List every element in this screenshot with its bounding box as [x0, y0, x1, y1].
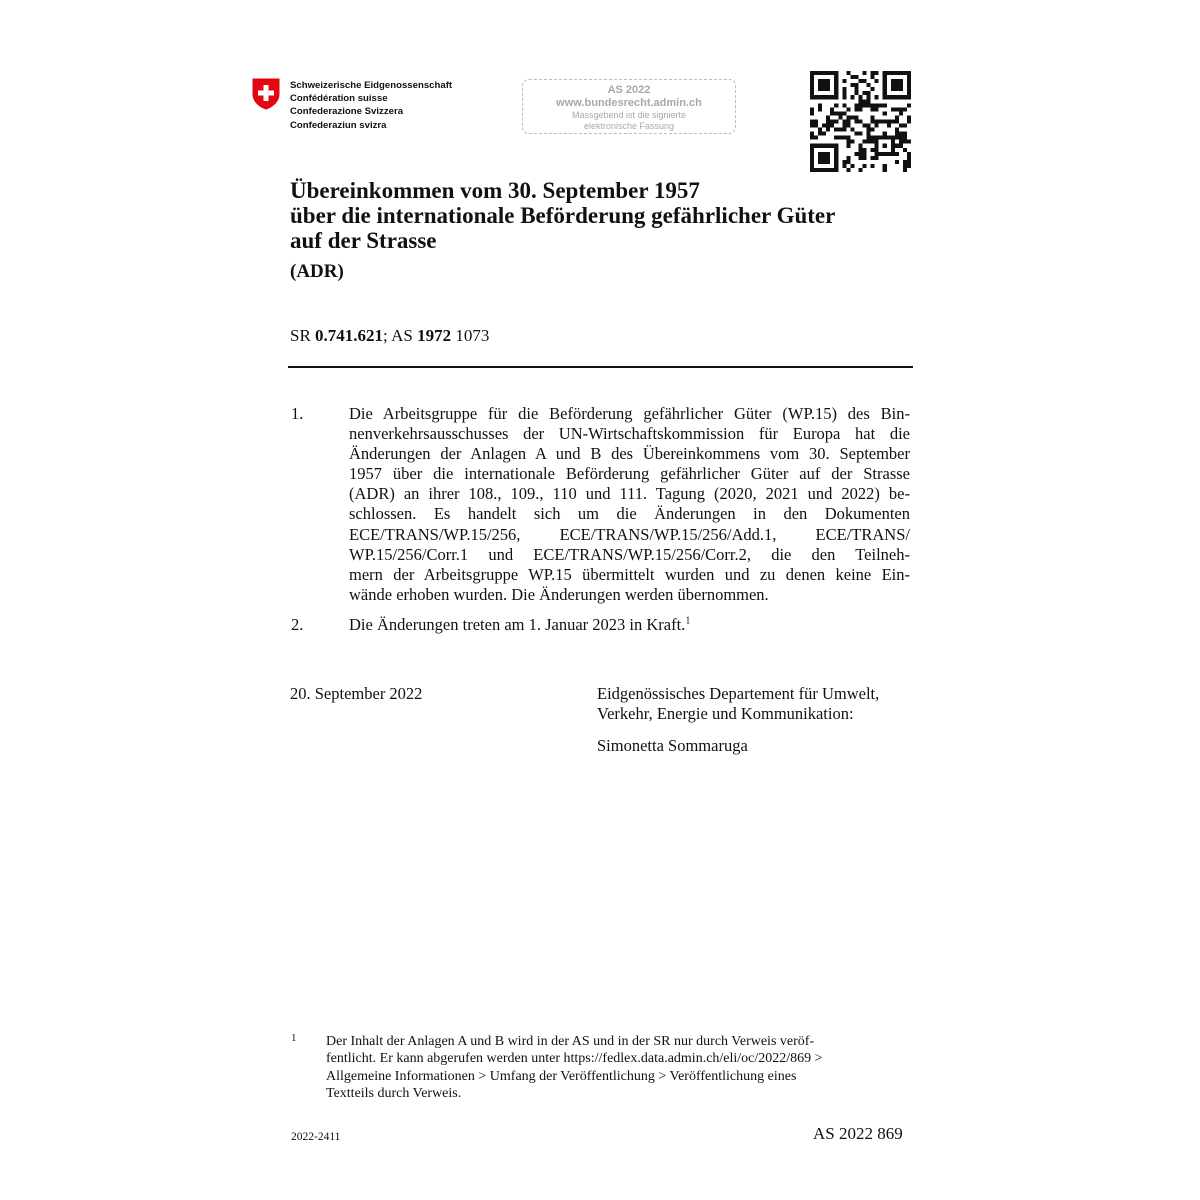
item-1-line: schlossen. Es handelt sich um die Änderungen in den Dokumenten — [349, 504, 910, 524]
item-1-line: (ADR) an ihrer 108., 109., 110 und 111. Tagung (2020, 2021 und 2022) be- — [349, 484, 910, 504]
item-1-line: Die Arbeitsgruppe für die Beförderung gefährlicher Güter (WP.15) des Bin- — [349, 404, 910, 423]
department-line: Eidgenössisches Departement für Umwelt, — [597, 684, 880, 703]
title-divider — [288, 366, 913, 368]
sr-reference — [290, 326, 489, 346]
footnote-line: Der Inhalt der Anlagen A und B wird in der AS und in der SR nur durch Verweis veröf- — [326, 1034, 815, 1049]
footnote-line: Allgemeine Informationen > Umfang der Veröffentlichung > Veröffentlichung eines — [326, 1068, 797, 1084]
department-name — [597, 684, 879, 724]
item-1-line: wände erhoben wurden. Die Änderungen werden übernommen. — [349, 584, 769, 604]
footnote-reference[interactable]: 1 — [685, 615, 691, 627]
stamp-note-1: Massgebend ist die signierte — [571, 110, 687, 120]
confederation-names — [290, 79, 452, 132]
document-title — [290, 178, 930, 253]
footnote-line: Textteils durch Verweis. — [326, 1086, 462, 1102]
item-number: 2. — [291, 615, 304, 634]
as-year: 1972 — [417, 326, 452, 345]
signer-name: Simonetta Sommaruga — [597, 736, 748, 755]
qr-code-icon — [810, 71, 911, 172]
title-line: über die internationale Beförderung gefährlicher Güter — [290, 203, 836, 228]
document-abbreviation: (ADR) — [290, 261, 344, 282]
department-line: Verkehr, Energie und Kommunikation: — [597, 704, 854, 723]
confederation-name-it: Confederazione Svizzera — [290, 106, 404, 118]
as-prefix: ; AS — [383, 326, 418, 345]
footnote-text — [326, 1033, 896, 1103]
confederation-name-rm: Confederaziun svizra — [290, 119, 387, 131]
signature-date: 20. September 2022 — [290, 684, 423, 703]
stamp-collection: AS 2022 — [607, 84, 651, 96]
document-code: 2022-2411 — [291, 1131, 341, 1143]
item-1-line: Änderungen der Anlagen A und B des Übereinkommens vom 30. September — [349, 444, 910, 464]
item-2-text — [349, 615, 690, 635]
as-page: 1073 — [451, 326, 490, 345]
item-1-line: 1957 über die internationale Beförderung gefährlicher Güter auf der Strasse — [349, 464, 910, 484]
item-1-line: WP.15/256/Corr.1 und ECE/TRANS/WP.15/256/Corr.2, die den Teilneh- — [349, 544, 910, 564]
confederation-name-de: Schweizerische Eidgenossenschaft — [290, 80, 453, 91]
title-line: Übereinkommen vom 30. September 1957 — [290, 178, 700, 203]
authenticity-stamp — [522, 79, 736, 134]
item-number: 1. — [291, 404, 304, 423]
sr-number: 0.741.621 — [315, 326, 384, 345]
confederation-name-fr: Confédération suisse — [290, 93, 388, 105]
item-1-text — [349, 404, 910, 605]
item-1-line: mern der Arbeitsgruppe WP.15 übermittelt wurden und zu denen keine Ein- — [349, 564, 910, 584]
page-reference: AS 2022 869 — [813, 1124, 903, 1143]
swiss-cross-icon — [252, 78, 280, 110]
item-1-line: nenverkehrsausschusses der UN-Wirtschaftskommission für Europa hat die — [349, 424, 910, 444]
item-2-sentence: Die Änderungen treten am 1. Januar 2023 in Kraft. — [349, 615, 686, 634]
title-line: auf der Strasse — [290, 228, 437, 253]
footnote-number: 1 — [291, 1032, 297, 1044]
stamp-url: www.bundesrecht.admin.ch — [556, 97, 702, 109]
sr-prefix: SR — [290, 326, 316, 345]
footnote-line[interactable]: fentlicht. Er kann abgerufen werden unter https://fedlex.data.admin.ch/eli/oc/2022/869 > — [326, 1051, 823, 1067]
item-1-line: ECE/TRANS/WP.15/256, ECE/TRANS/WP.15/256/Add.1, ECE/TRANS/ — [349, 524, 910, 544]
stamp-note-2: elektronische Fassung — [583, 120, 675, 131]
